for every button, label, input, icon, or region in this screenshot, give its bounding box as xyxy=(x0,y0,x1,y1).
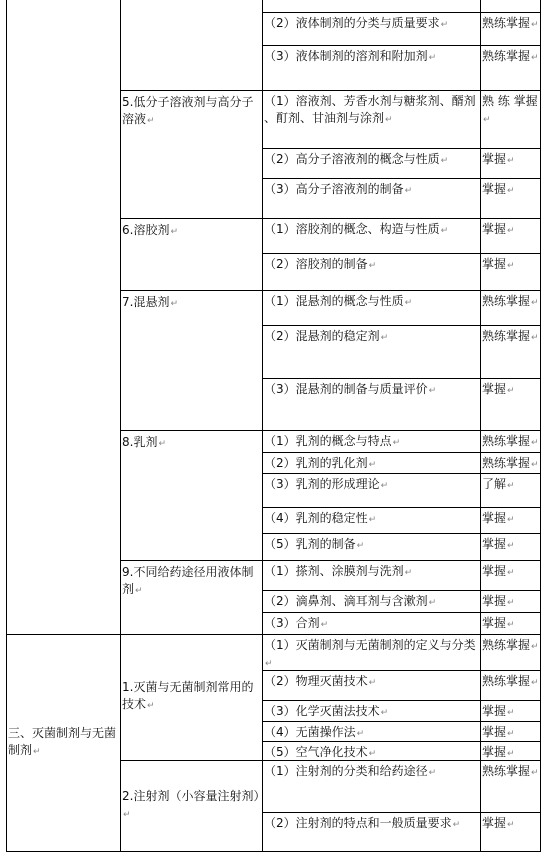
syllabus-item-7 xyxy=(264,253,479,290)
mastery-level-7-text: 掌握 xyxy=(482,257,507,271)
topic-7 xyxy=(122,760,266,851)
mastery-level-24-text: 熟练掌握 xyxy=(482,764,531,778)
syllabus-item-16 xyxy=(264,560,479,590)
mastery-level-21-text: 掌握 xyxy=(482,704,507,718)
syllabus-item-6 xyxy=(264,218,479,253)
paragraph-mark-icon: ↵ xyxy=(123,809,131,820)
paragraph-mark-icon: ↵ xyxy=(368,749,377,759)
syllabus-item-9-text: （2）混悬剂的稳定剂 xyxy=(264,329,380,343)
syllabus-item-3-text: （1）溶液剂、芳香水剂与糖浆剂、醑剂 、酊剂、甘油剂与涂剂 xyxy=(264,94,476,125)
paragraph-mark-icon: ↵ xyxy=(368,515,377,525)
mastery-level-2 xyxy=(482,45,539,90)
syllabus-item-19 xyxy=(264,634,479,670)
topic-3-text: 7.混悬剂 xyxy=(122,295,170,309)
paragraph-mark-icon: ↵ xyxy=(531,298,539,308)
paragraph-mark-icon: ↵ xyxy=(440,20,449,30)
table-vertical-line xyxy=(480,0,481,851)
syllabus-item-21-text: （3）化学灭菌法技术 xyxy=(264,704,380,718)
mastery-level-4-text: 掌握 xyxy=(482,152,507,166)
syllabus-item-17 xyxy=(264,590,479,612)
syllabus-item-22 xyxy=(264,721,479,741)
mastery-level-3-text: 熟 练 掌握 xyxy=(482,94,538,108)
topic-4-text: 8.乳剂 xyxy=(122,435,158,449)
syllabus-item-25 xyxy=(264,812,479,851)
paragraph-mark-icon: ↵ xyxy=(380,333,389,343)
syllabus-item-8 xyxy=(264,290,479,325)
table-vertical-line xyxy=(540,0,541,851)
paragraph-mark-icon: ↵ xyxy=(380,481,389,491)
mastery-level-8 xyxy=(482,290,539,325)
syllabus-item-5-text: （3）高分子溶液剂的制备 xyxy=(264,182,404,196)
topic-2 xyxy=(122,218,261,290)
mastery-level-10 xyxy=(482,378,539,430)
mastery-level-13 xyxy=(482,473,539,507)
mastery-level-23 xyxy=(482,741,539,760)
mastery-level-18 xyxy=(482,612,539,634)
mastery-level-12 xyxy=(482,452,539,473)
paragraph-mark-icon: ↵ xyxy=(170,227,178,237)
paragraph-mark-icon: ↵ xyxy=(380,708,389,718)
topic-6 xyxy=(122,634,261,760)
mastery-level-7 xyxy=(482,253,539,290)
syllabus-item-3 xyxy=(264,90,479,148)
mastery-level-15-text: 掌握 xyxy=(482,537,507,551)
paragraph-mark-icon: ↵ xyxy=(531,20,539,30)
syllabus-item-14 xyxy=(264,507,479,533)
mastery-level-3 xyxy=(482,90,539,148)
paragraph-mark-icon: ↵ xyxy=(483,115,491,125)
paragraph-mark-icon: ↵ xyxy=(507,481,515,491)
paragraph-mark-icon: ↵ xyxy=(320,620,329,630)
mastery-level-1-text: 熟练掌握 xyxy=(482,16,531,30)
mastery-level-18-text: 掌握 xyxy=(482,616,507,630)
table-vertical-line xyxy=(6,0,7,851)
paragraph-mark-icon: ↵ xyxy=(452,820,461,830)
topic-5 xyxy=(122,560,261,634)
mastery-level-11-text: 熟练掌握 xyxy=(482,434,531,448)
syllabus-item-24-text: （1）注射剂的分类和给药途径 xyxy=(264,764,428,778)
syllabus-item-23 xyxy=(264,741,479,760)
paragraph-mark-icon: ↵ xyxy=(265,659,273,669)
mastery-level-15 xyxy=(482,533,539,560)
paragraph-mark-icon: ↵ xyxy=(428,768,437,778)
syllabus-item-12-text: （2）乳剂的乳化剂 xyxy=(264,456,368,470)
syllabus-item-5 xyxy=(264,178,479,218)
paragraph-mark-icon: ↵ xyxy=(368,460,377,470)
paragraph-mark-icon: ↵ xyxy=(531,438,539,448)
paragraph-mark-icon: ↵ xyxy=(135,586,143,596)
paragraph-mark-icon: ↵ xyxy=(368,678,377,688)
table-vertical-line xyxy=(262,0,263,851)
syllabus-item-16-text: （1）搽剂、涂膜剂与洗剂 xyxy=(264,564,404,578)
paragraph-mark-icon: ↵ xyxy=(404,568,413,578)
mastery-level-22 xyxy=(482,721,539,741)
paragraph-mark-icon: ↵ xyxy=(531,768,539,778)
topic-5-text: 9.不同给药途径用液体制剂 xyxy=(122,565,254,596)
paragraph-mark-icon: ↵ xyxy=(440,156,449,166)
syllabus-item-18-text: （3）合剂 xyxy=(264,616,320,630)
syllabus-item-11 xyxy=(264,430,479,452)
mastery-level-2-text: 熟练掌握 xyxy=(482,49,531,63)
paragraph-mark-icon: ↵ xyxy=(507,620,515,630)
mastery-level-9 xyxy=(482,325,539,378)
paragraph-mark-icon: ↵ xyxy=(507,541,515,551)
syllabus-item-12 xyxy=(264,452,479,473)
mastery-level-22-text: 掌握 xyxy=(482,725,507,739)
paragraph-mark-icon: ↵ xyxy=(507,568,515,578)
paragraph-mark-icon: ↵ xyxy=(507,820,515,830)
mastery-level-23-text: 掌握 xyxy=(482,745,507,759)
paragraph-mark-icon: ↵ xyxy=(428,53,437,63)
section-1 xyxy=(8,634,119,851)
syllabus-item-1 xyxy=(264,12,479,45)
paragraph-mark-icon: ↵ xyxy=(507,386,515,396)
paragraph-mark-icon: ↵ xyxy=(404,186,413,196)
mastery-level-25 xyxy=(482,812,539,851)
mastery-level-13-text: 了解 xyxy=(482,477,507,491)
syllabus-item-8-text: （1）混悬剂的概念与性质 xyxy=(264,294,404,308)
syllabus-item-22-text: （4）无菌操作法 xyxy=(264,725,356,739)
mastery-level-10-text: 掌握 xyxy=(482,382,507,396)
paragraph-mark-icon: ↵ xyxy=(507,749,515,759)
mastery-level-11 xyxy=(482,430,539,452)
mastery-level-16 xyxy=(482,560,539,590)
mastery-level-14-text: 掌握 xyxy=(482,511,507,525)
syllabus-item-15-text: （5）乳剂的制备 xyxy=(264,537,356,551)
paragraph-mark-icon: ↵ xyxy=(147,701,155,711)
paragraph-mark-icon: ↵ xyxy=(33,746,41,757)
syllabus-item-18 xyxy=(264,612,479,634)
topic-1-text: 5.低分子溶液剂与高分子溶液 xyxy=(122,95,254,126)
paragraph-mark-icon: ↵ xyxy=(356,541,365,551)
mastery-level-8-text: 熟练掌握 xyxy=(482,294,531,308)
syllabus-item-4-text: （2）高分子溶液剂的概念与性质 xyxy=(264,152,440,166)
syllabus-item-6-text: （1）溶胶剂的概念、构造与性质 xyxy=(264,222,440,236)
paragraph-mark-icon: ↵ xyxy=(531,678,539,688)
paragraph-mark-icon: ↵ xyxy=(356,729,365,739)
mastery-level-4 xyxy=(482,148,539,178)
syllabus-item-2-text: （3）液体制剂的溶剂和附加剂 xyxy=(264,49,428,63)
syllabus-item-19-text: （1）灭菌制剂与无菌制剂的定义与分类 xyxy=(264,638,476,652)
paragraph-mark-icon: ↵ xyxy=(385,115,393,125)
topic-7-text: 2.注射剂（小容量注射剂） xyxy=(122,788,266,803)
syllabus-item-13 xyxy=(264,473,479,507)
syllabus-item-2 xyxy=(264,45,479,90)
paragraph-mark-icon: ↵ xyxy=(507,598,515,608)
paragraph-mark-icon: ↵ xyxy=(440,226,449,236)
paragraph-mark-icon: ↵ xyxy=(507,186,515,196)
paragraph-mark-icon: ↵ xyxy=(428,386,437,396)
table-vertical-line xyxy=(120,0,121,851)
paragraph-mark-icon: ↵ xyxy=(531,333,539,343)
syllabus-item-17-text: （2）滴鼻剂、滴耳剂与含漱剂 xyxy=(264,594,428,608)
syllabus-item-20 xyxy=(264,670,479,700)
mastery-level-9-text: 熟练掌握 xyxy=(482,329,531,343)
mastery-level-6 xyxy=(482,218,539,253)
syllabus-item-13-text: （3）乳剂的形成理论 xyxy=(264,477,380,491)
mastery-level-14 xyxy=(482,507,539,533)
mastery-level-20-text: 熟练掌握 xyxy=(482,674,531,688)
syllabus-item-11-text: （1）乳剂的概念与特点 xyxy=(264,434,392,448)
mastery-level-17 xyxy=(482,590,539,612)
paragraph-mark-icon: ↵ xyxy=(507,226,515,236)
mastery-level-16-text: 掌握 xyxy=(482,564,507,578)
topic-4 xyxy=(122,430,261,560)
syllabus-item-7-text: （2）溶胶剂的制备 xyxy=(264,257,368,271)
mastery-level-24 xyxy=(482,760,539,812)
syllabus-item-21 xyxy=(264,700,479,721)
section-1-text: 三、灭菌制剂与无菌制剂 xyxy=(8,725,117,757)
topic-2-text: 6.溶胶剂 xyxy=(122,223,170,237)
mastery-level-5-text: 掌握 xyxy=(482,182,507,196)
paragraph-mark-icon: ↵ xyxy=(170,299,178,309)
syllabus-item-15 xyxy=(264,533,479,560)
mastery-level-1 xyxy=(482,12,539,45)
syllabus-item-9 xyxy=(264,325,479,378)
paragraph-mark-icon: ↵ xyxy=(531,460,539,470)
syllabus-item-24 xyxy=(264,760,479,812)
mastery-level-20 xyxy=(482,670,539,700)
topic-1 xyxy=(122,90,261,218)
paragraph-mark-icon: ↵ xyxy=(507,156,515,166)
syllabus-item-10-text: （3）混悬剂的制备与质量评价 xyxy=(264,382,428,396)
mastery-level-12-text: 熟练掌握 xyxy=(482,456,531,470)
mastery-level-19-text: 熟练掌握 xyxy=(482,638,531,652)
syllabus-item-4 xyxy=(264,148,479,178)
mastery-level-5 xyxy=(482,178,539,218)
paragraph-mark-icon: ↵ xyxy=(507,515,515,525)
topic-6-text: 1.灭菌与无菌制剂常用的技术 xyxy=(122,680,254,711)
paragraph-mark-icon: ↵ xyxy=(507,261,515,271)
paragraph-mark-icon: ↵ xyxy=(147,116,155,126)
syllabus-item-20-text: （2）物理灭菌技术 xyxy=(264,674,368,688)
syllabus-item-1-text: （2）液体制剂的分类与质量要求 xyxy=(264,16,440,30)
paragraph-mark-icon: ↵ xyxy=(507,708,515,718)
paragraph-mark-icon: ↵ xyxy=(158,439,166,449)
paragraph-mark-icon: ↵ xyxy=(404,298,413,308)
mastery-level-19 xyxy=(482,634,539,670)
paragraph-mark-icon: ↵ xyxy=(428,598,437,608)
paragraph-mark-icon: ↵ xyxy=(531,53,539,63)
paragraph-mark-icon: ↵ xyxy=(368,261,377,271)
mastery-level-21 xyxy=(482,700,539,721)
syllabus-item-25-text: （2）注射剂的特点和一般质量要求 xyxy=(264,816,452,830)
paragraph-mark-icon: ↵ xyxy=(392,438,401,448)
syllabus-item-10 xyxy=(264,378,479,430)
syllabus-item-14-text: （4）乳剂的稳定性 xyxy=(264,511,368,525)
topic-3 xyxy=(122,290,261,430)
mastery-level-17-text: 掌握 xyxy=(482,594,507,608)
syllabus-item-23-text: （5）空气净化技术 xyxy=(264,745,368,759)
paragraph-mark-icon: ↵ xyxy=(531,642,539,652)
mastery-level-6-text: 掌握 xyxy=(482,222,507,236)
paragraph-mark-icon: ↵ xyxy=(507,729,515,739)
mastery-level-25-text: 掌握 xyxy=(482,816,507,830)
